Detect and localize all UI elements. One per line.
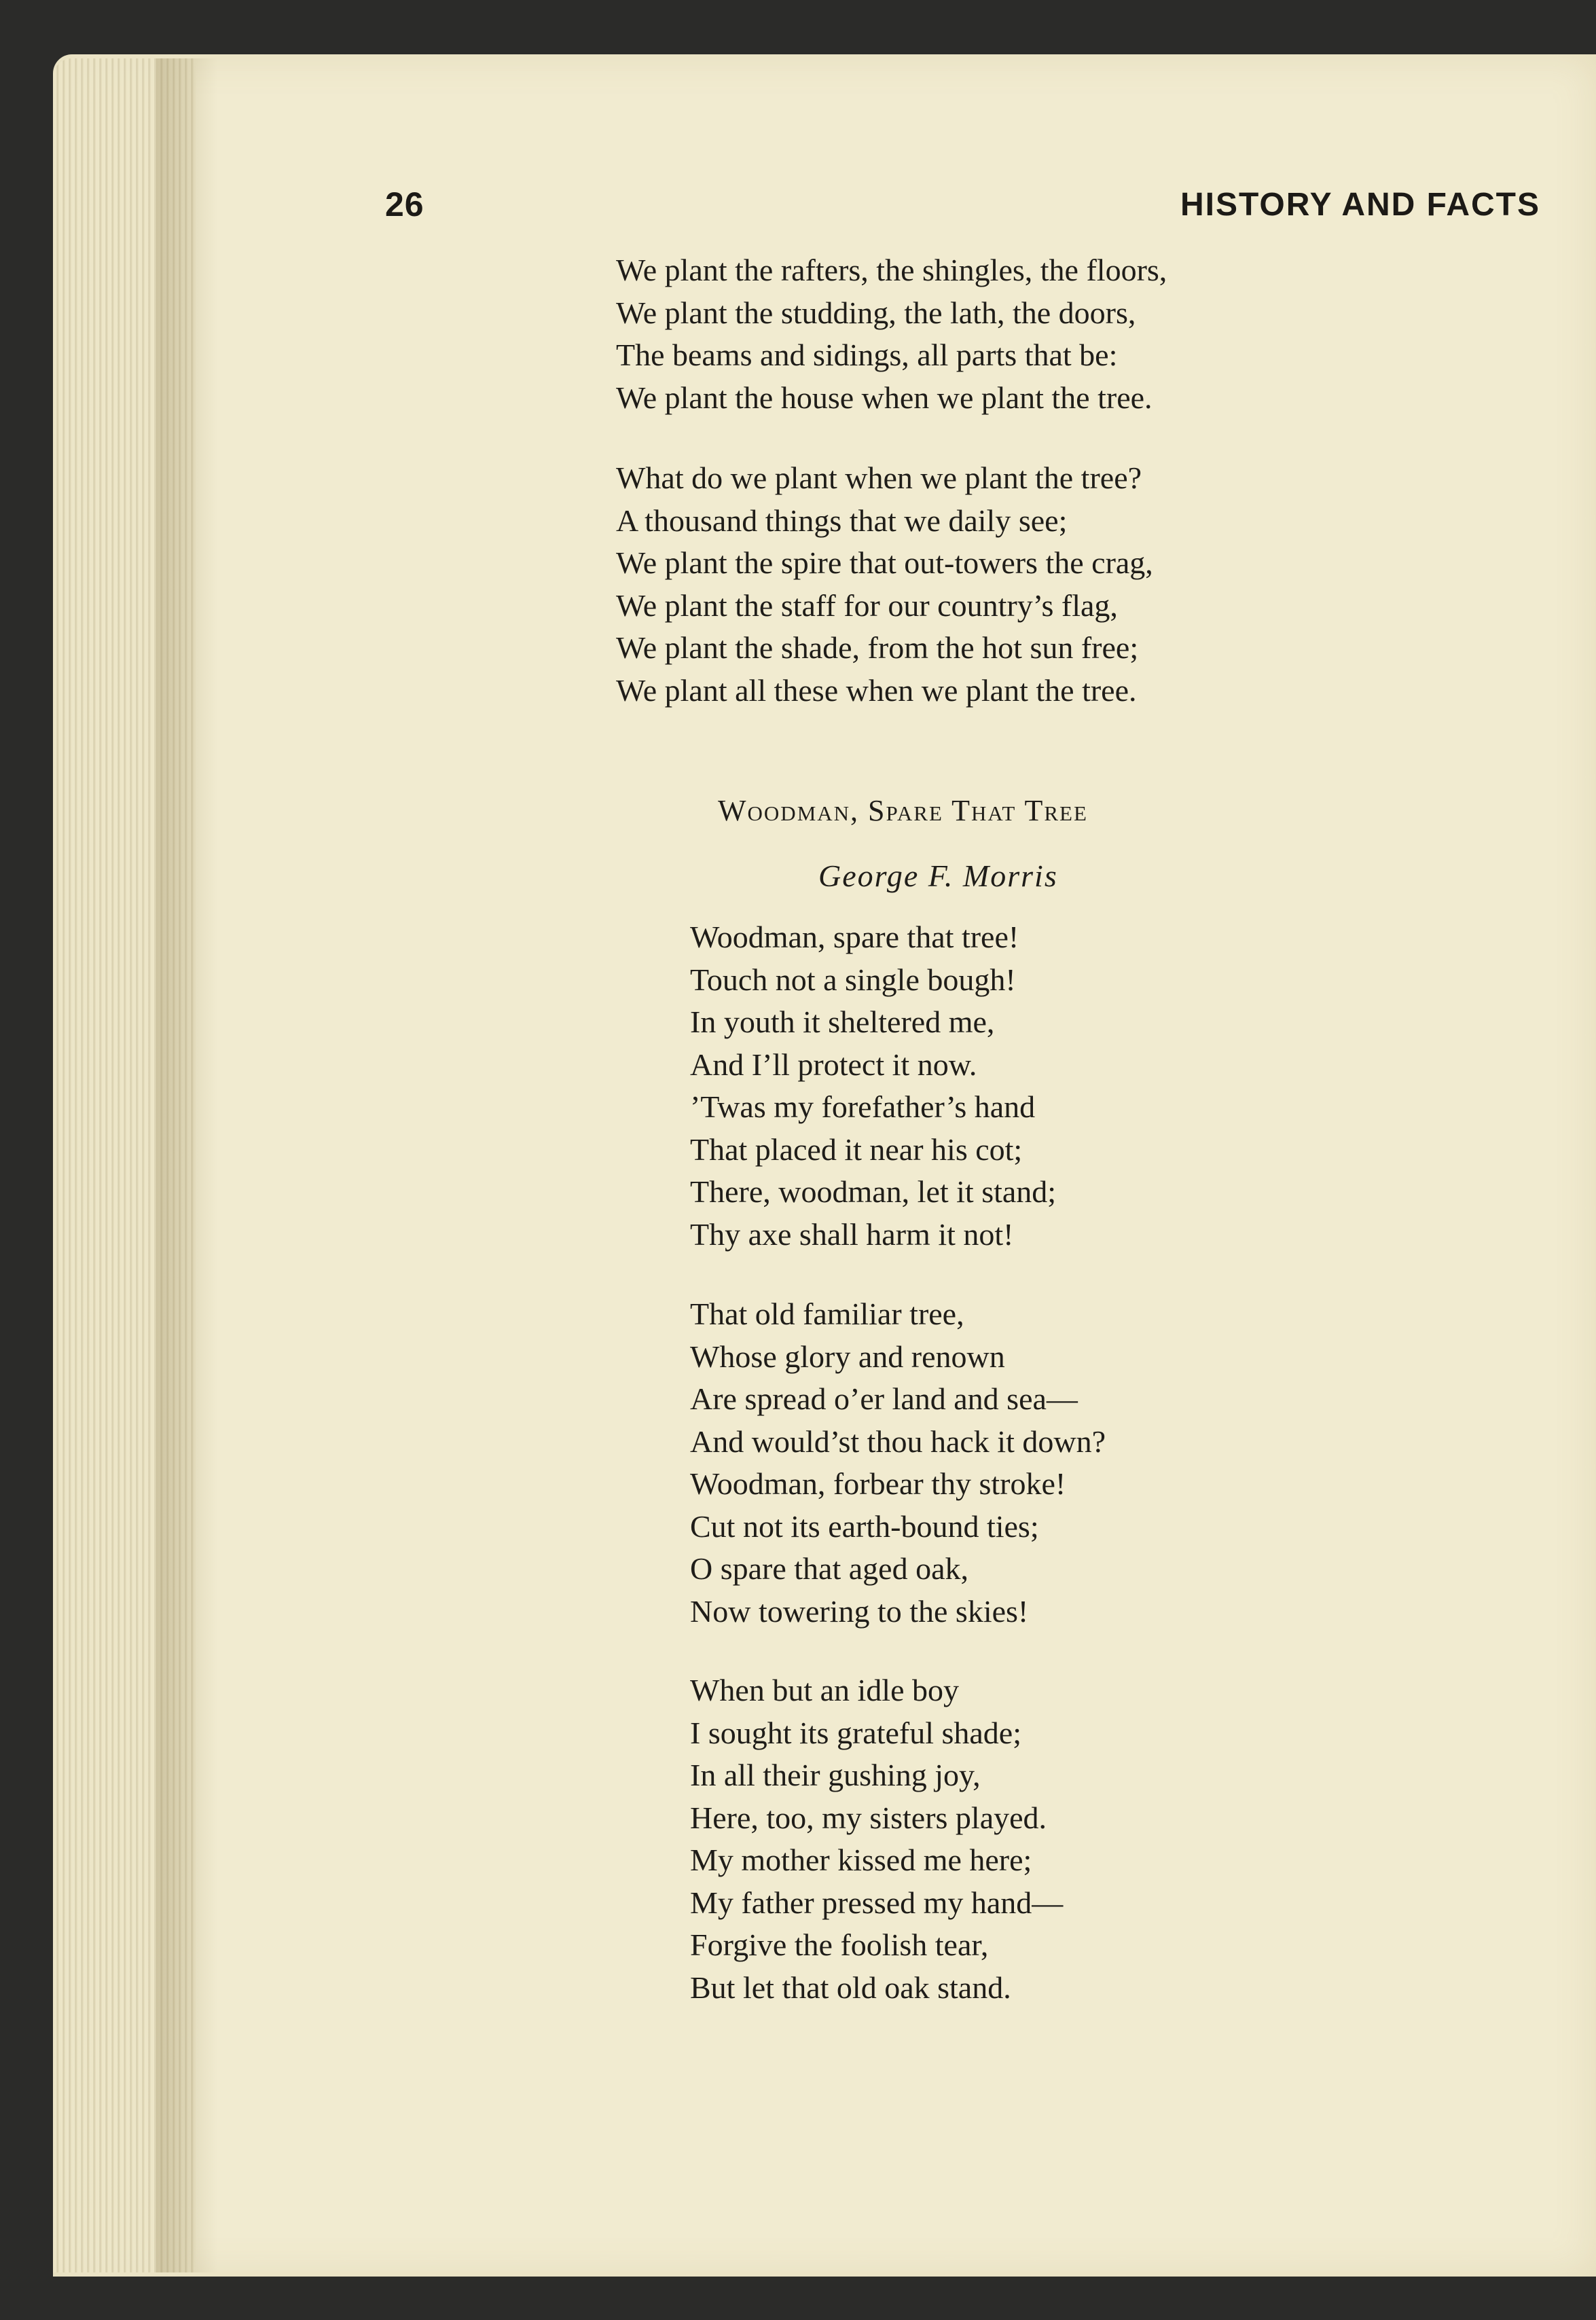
poem-line: In youth it sheltered me, xyxy=(690,1004,995,1039)
poem-line: That placed it near his cot; xyxy=(690,1131,1023,1167)
poem-line: Forgive the foolish tear, xyxy=(690,1927,989,1962)
poem-author: George F. Morris xyxy=(818,858,1058,893)
poem-line: And would’st thou hack it down? xyxy=(690,1424,1106,1459)
poem-line: What do we plant when we plant the tree? xyxy=(616,460,1142,495)
gutter-shadow xyxy=(156,58,217,2272)
poem-line: I sought its grateful shade; xyxy=(690,1715,1022,1750)
poem-line: In all their gushing joy, xyxy=(690,1758,981,1792)
running-title: HISTORY AND FACTS xyxy=(1180,187,1540,223)
poem-line: Woodman, forbear thy stroke! xyxy=(690,1466,1066,1501)
poem-stanza-3 xyxy=(690,1669,1063,2009)
poem-line: O spare that aged oak, xyxy=(690,1551,969,1586)
page-number: 26 xyxy=(385,185,424,223)
stanza-top-1 xyxy=(616,249,1167,419)
poem-line: We plant the studding, the lath, the doors, xyxy=(616,295,1136,330)
poem-line: The beams and sidings, all parts that be: xyxy=(616,338,1118,372)
poem-stanza-1 xyxy=(690,916,1056,1256)
poem-line: My father pressed my hand— xyxy=(690,1885,1064,1920)
stanza-top-2 xyxy=(616,457,1153,712)
poem-line: We plant all these when we plant the tree. xyxy=(616,672,1137,708)
poem-line: But let that old oak stand. xyxy=(690,1970,1011,2005)
poem-line: ’Twas my forefather’s hand xyxy=(690,1089,1036,1124)
poem-line: When but an idle boy xyxy=(690,1673,960,1707)
poem-line: We plant the house when we plant the tree. xyxy=(616,380,1153,415)
poem-line: Now towering to the skies! xyxy=(690,1593,1029,1629)
poem-line: Whose glory and renown xyxy=(690,1339,1005,1374)
poem-line: Thy axe shall harm it not! xyxy=(690,1216,1014,1252)
poem-line: We plant the rafters, the shingles, the floors, xyxy=(616,253,1167,287)
poem-line: There, woodman, let it stand; xyxy=(690,1174,1057,1209)
poem-line: Woodman, spare that tree! xyxy=(690,920,1019,954)
poem-line: We plant the spire that out-towers the crag, xyxy=(616,545,1153,580)
poem-stanza-2 xyxy=(690,1293,1106,1633)
poem-line: We plant the shade, from the hot sun free; xyxy=(616,630,1139,665)
poem-line: We plant the staff for our country’s flag, xyxy=(616,587,1118,623)
poem-line: And I’ll protect it now. xyxy=(690,1047,977,1082)
poem-line: Here, too, my sisters played. xyxy=(690,1800,1047,1835)
poem-title: Woodman, Spare That Tree xyxy=(718,794,1088,827)
poem-line: A thousand things that we daily see; xyxy=(616,503,1068,538)
poem-line: That old familiar tree, xyxy=(690,1297,964,1331)
poem-line: Touch not a single bough! xyxy=(690,962,1016,997)
poem-line: My mother kissed me here; xyxy=(690,1843,1032,1877)
poem-line: Are spread o’er land and sea— xyxy=(690,1381,1078,1416)
poem-line: Cut not its earth-bound ties; xyxy=(690,1508,1039,1544)
